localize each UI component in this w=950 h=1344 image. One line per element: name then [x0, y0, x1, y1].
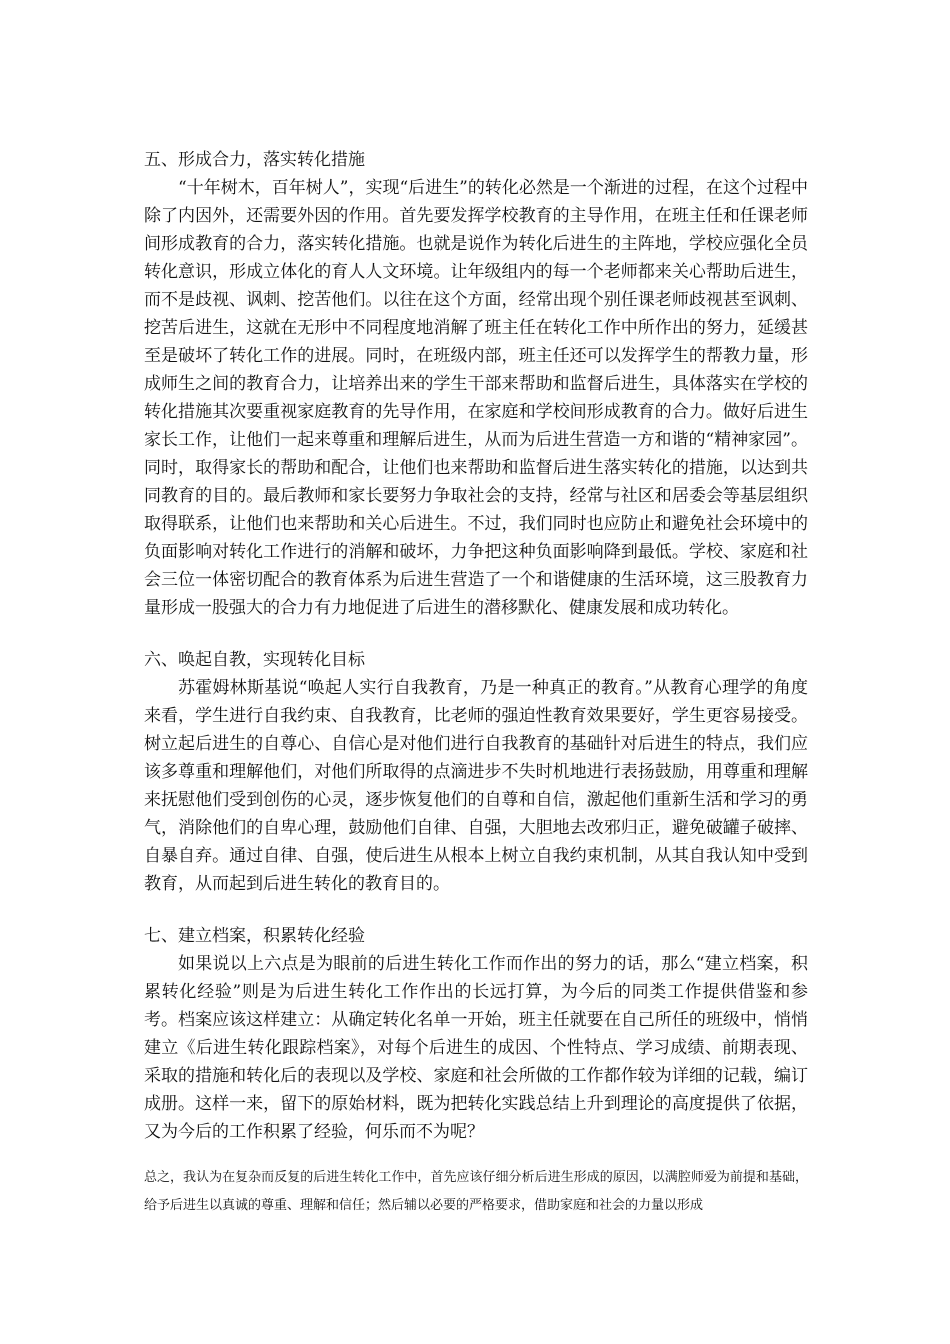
closing-section: [144, 1164, 808, 1220]
section-seven-body: 如果说以上六点是为眼前的后进生转化工作而作出的努力的话，那么“建立档案，积累转化经验”则是为后进生转化工作作出的长远打算，为今后的同类工作提供借鉴和参考。档案应该这样建立：从确定转化名单一开始，班主任就要在自己所任的班级中，悄悄建立《后进生转化跟踪档案》，对每个后进生的成因、个性特点、学习成绩、前期表现、采取的措施和转化后的表现以及学校、家庭和社会所做的工作都作较为详细的记载，编订成册。这样一来，留下的原始材料，既为把转化实践总结上升到理论的高度提供了依据，又为今后的工作积累了经验，何乐而不为呢？: [144, 954, 808, 1142]
section-six: [144, 646, 808, 898]
section-seven: [144, 922, 808, 1146]
section-six-heading: 六、唤起自教，实现转化目标: [144, 650, 365, 670]
section-five: [144, 146, 808, 622]
section-seven-heading: 七、建立档案，积累转化经验: [144, 926, 365, 946]
section-five-heading: 五、形成合力，落实转化措施: [144, 150, 365, 170]
section-six-body: 苏霍姆林斯基说“唤起人实行自我教育，乃是一种真正的教育。”从教育心理学的角度来看，学生进行自我约束、自我教育，比老师的强迫性教育效果要好，学生更容易接受。树立起后进生的自尊心、自信心是对他们进行自我教育的基础针对后进生的特点，我们应该多尊重和理解他们，对他们所取得的点滴进步不失时机地进行表扬鼓励，用尊重和理解来抚慰他们受到创伤的心灵，逐步恢复他们的自尊和自信，激起他们重新生活和学习的勇气，消除他们的自卑心理，鼓励他们自律、自强，大胆地去改邪归正，避免破罐子破摔、自暴自弃。通过自律、自强，使后进生从根本上树立自我约束机制，从其自我认知中受到教育，从而起到后进生转化的教育目的。: [144, 678, 808, 894]
section-five-body: “十年树木，百年树人”，实现“后进生”的转化必然是一个渐进的过程，在这个过程中除了内因外，还需要外因的作用。首先要发挥学校教育的主导作用，在班主任和任课老师间形成教育的合力，落实转化措施。也就是说作为转化后进生的主阵地，学校应强化全员转化意识，形成立体化的育人人文环境。让年级组内的每一个老师都来关心帮助后进生，而不是歧视、讽刺、挖苦他们。以往在这个方面，经常出现个别任课老师歧视甚至讽刺、挖苦后进生，这就在无形中不同程度地消解了班主任在转化工作中所作出的努力，延缓甚至是破坏了转化工作的进展。同时，在班级内部，班主任还可以发挥学生的帮教力量，形成师生之间的教育合力，让培养出来的学生干部来帮助和监督后进生，具体落实在学校的转化措施其次要重视家庭教育的先导作用，在家庭和学校间形成教育的合力。做好后进生家长工作，让他们一起来尊重和理解后进生，从而为后进生营造一方和谐的“精神家园”。同时，取得家长的帮助和配合，让他们也来帮助和监督后进生落实转化的措施，以达到共同教育的目的。最后教师和家长要努力争取社会的支持，经常与社区和居委会等基层组织取得联系，让他们也来帮助和关心后进生。不过，我们同时也应防止和避免社会环境中的负面影响对转化工作进行的消解和破坏，力争把这种负面影响降到最低。学校、家庭和社会三位一体密切配合的教育体系为后进生营造了一个和谐健康的生活环境，这三股教育力量形成一股强大的合力有力地促进了后进生的潜移默化、健康发展和成功转化。: [144, 178, 808, 618]
closing-paragraph: 总之，我认为在复杂而反复的后进生转化工作中，首先应该仔细分析后进生形成的原因，以满腔师爱为前提和基础，给予后进生以真诚的尊重、理解和信任；然后辅以必要的严格要求，借助家庭和社会的力量以形成: [144, 1170, 808, 1213]
